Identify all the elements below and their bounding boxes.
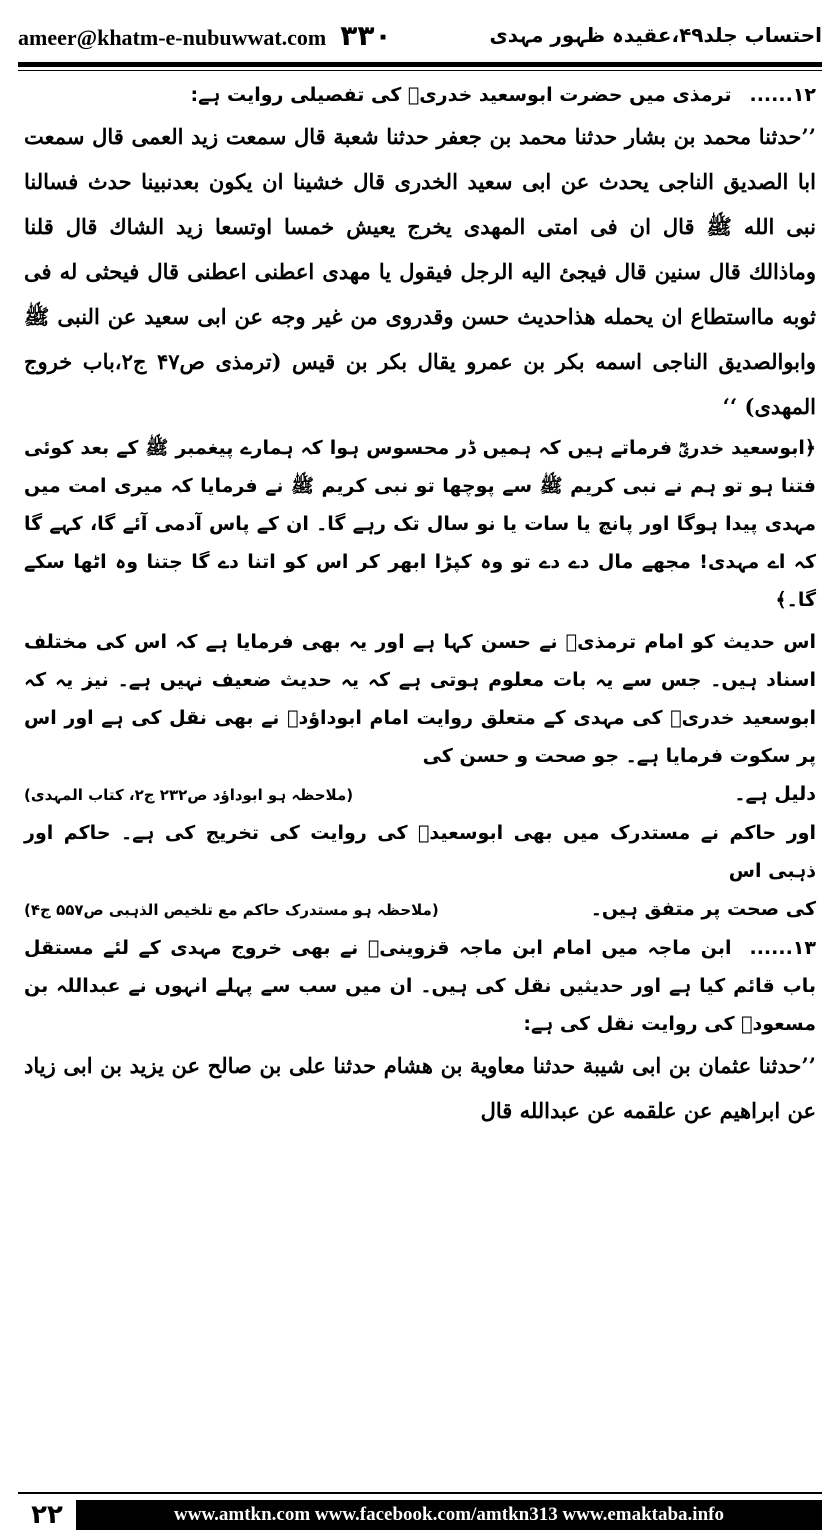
page-footer	[18, 1498, 822, 1532]
footer-links[interactable]: www.amtkn.com www.facebook.com/amtkn313 www.emaktaba.info	[76, 1500, 822, 1530]
footer-rule	[18, 1492, 822, 1494]
hadith-tirmidhi: ’’حدثنا محمد بن بشار حدثنا محمد بن جعفر حدثنا شعبة قال سمعت زيد العمى قال سمعت ابا الصديق الناجى يحدث عن ابى سعيد الخدرى قال خشينا ان يكون بعدنبينا حدث فسالنا نبى الله ﷺ قال ان فى امتى المهدى يخرج يعيش خمسا اوتسعا زيد الشاك قال قلنا وماذالك قال سنين قال فيجئ اليه الرجل فيقول يا مهدى اعطنى اعطنى قال فيحثى له فى ثوبه مااستطاع ان يحمله هذاحديث حسن وقدروى من غير وجه عن ابى سعيد عن النبى ﷺ وابوالصديق الناجى اسمه بكر بن عمرو يقال بكر بن قيس (ترمذى ص۴٧ ج۲،باب خروج المهدى) ‘‘	[24, 124, 816, 419]
paragraph-12-text: ترمذی میں حضرت ابوسعید خدریؓ کی تفصیلی روایت ہے:	[190, 84, 732, 106]
header-rule-thick	[18, 62, 822, 67]
header-left	[18, 19, 392, 52]
paragraph-13-number: ۱۳......	[749, 937, 816, 959]
reference-mustadrak: (ملاحظہ ہو مستدرک حاکم مع تلخیص الذہبی ص۵۵۷ ج۴)	[24, 901, 439, 919]
paragraph-hasan-end	[24, 775, 816, 814]
paragraph-hasan-note: اس حدیث کو امام ترمذیؒ نے حسن کہا ہے اور یہ بھی فرمایا ہے کہ اس کی مختلف اسناد ہیں۔ جس سے یہ بات معلوم ہوتی ہے کہ یہ حدیث ضعیف نہیں ہے۔ نیز یہ کہ ابوسعید خدریؓ کی مہدی کے متعلق روایت امام ابوداؤدؒ نے بھی نقل کی ہے اور اس پر سکوت فرمایا ہے۔ جو صحت و حسن کی	[24, 631, 816, 767]
page-header	[18, 14, 822, 56]
translation-tirmidhi: ﴿ابوسعید خدریؓ فرماتے ہیں کہ ہمیں ڈر محسوس ہوا کہ ہمارے پیغمبر ﷺ کے بعد کوئی فتنا ہو تو ہم نے نبی کریم ﷺ سے پوچھا تو نبی کریم ﷺ نے فرمایا کہ میری امت میں مہدی پیدا ہوگا اور پانچ یا سات یا نو سال تک رہے گا۔ ان کے پاس آدمی آئے گا، کہے گا کہ اے مہدی! مجھے مال دے دے تو وہ کپڑا ابھر کر اس کو اتنا دے گا جتنا وہ اٹھا سکے گا۔﴾	[24, 437, 816, 611]
paragraph-hakim-end-text: کی صحت پر متفق ہیں۔	[590, 898, 816, 920]
page-content	[24, 76, 816, 1476]
reference-abu-dawud: (ملاحظہ ہو ابوداؤد ص۲۳۲ ج۲، کتاب المہدی)	[24, 786, 354, 804]
paragraph-hakim: اور حاکم نے مستدرک میں بھی ابوسعیدؓ کی روایت کی تخریج کی ہے۔ حاکم اور ذہبی اس	[24, 822, 816, 882]
paragraph-13-text: ابن ماجہ میں امام ابن ماجہ قزوینیؒ نے بھی خروج مہدی کے لئے مستقل باب قائم کیا ہے اور حدیثیں نقل کی ہیں۔ ان میں سب سے پہلے انہوں نے عبداللہ بن مسعودؓ کی روایت نقل کی ہے:	[24, 937, 816, 1035]
paragraph-12-number: ۱۲......	[749, 84, 816, 106]
paragraph-13	[24, 929, 816, 1043]
footer-page-number: ۲۲	[31, 1500, 63, 1530]
header-page-number: ۳۳۰	[340, 18, 392, 52]
header-email[interactable]: ameer@khatm-e-nubuwwat.com	[18, 24, 327, 50]
header-rule-thin	[18, 70, 822, 71]
header-book-title: احتساب جلد۴۹،عقیدہ ظہور مہدی	[489, 23, 822, 47]
paragraph-hakim-end	[24, 890, 816, 929]
paragraph-hasan-end-text: دلیل ہے۔	[734, 783, 816, 805]
paragraph-12-intro	[24, 76, 816, 114]
hadith-ibn-majah: ’’حدثنا عثمان بن ابى شيبة حدثنا معاوية بن هشام حدثنا على بن صالح عن يزيد بن ابى زياد عن ابراهيم عن علقمه عن عبدالله قال	[24, 1053, 816, 1123]
